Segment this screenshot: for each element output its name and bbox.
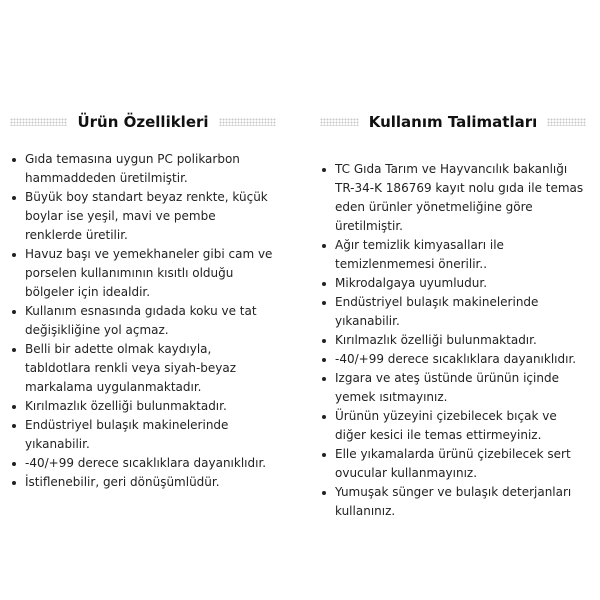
list-item: Mikrodalgaya uyumludur. bbox=[320, 274, 586, 293]
dotted-divider-right bbox=[547, 118, 586, 126]
list-item: Kırılmazlık özelliği bulunmaktadır. bbox=[320, 331, 586, 350]
list-item: Elle yıkamalarda ürünü çizebilecek sert ovucular kullanmayınız. bbox=[320, 445, 586, 483]
list-item: Izgara ve ateş üstünde ürünün içinde yemek ısıtmayınız. bbox=[320, 369, 586, 407]
list-item: Kırılmazlık özelliği bulunmaktadır. bbox=[10, 397, 276, 416]
list-item: Yumuşak sünger ve bulaşık deterjanları kullanınız. bbox=[320, 483, 586, 521]
dotted-divider-right bbox=[219, 118, 276, 126]
product-features-section bbox=[10, 110, 276, 492]
list-item: Endüstriyel bulaşık makinelerinde yıkanabilir. bbox=[320, 293, 586, 331]
list-item: -40/+99 derece sıcaklıklara dayanıklıdır. bbox=[320, 350, 586, 369]
usage-instructions-list bbox=[320, 160, 586, 521]
list-item: Havuz başı ve yemekhaneler gibi cam ve porselen kullanımının kısıtlı olduğu bölgeler için idealdir. bbox=[10, 245, 276, 302]
usage-instructions-section bbox=[320, 110, 586, 521]
list-item: Büyük boy standart beyaz renkte, küçük boylar ise yeşil, mavi ve pembe renklerde üretilir. bbox=[10, 188, 276, 245]
usage-instructions-heading: Kullanım Talimatları bbox=[368, 113, 538, 131]
list-item: Ağır temizlik kimyasalları ile temizlenmemesi önerilir.. bbox=[320, 236, 586, 274]
dotted-divider-left bbox=[10, 118, 67, 126]
product-features-heading: Ürün Özellikleri bbox=[77, 113, 209, 131]
list-item: Belli bir adette olmak kaydıyla, tabldotlara renkli veya siyah-beyaz markalama uygulanmaktadır. bbox=[10, 340, 276, 397]
usage-instructions-heading-row bbox=[320, 110, 586, 134]
product-features-heading-row bbox=[10, 110, 276, 134]
list-item: Endüstriyel bulaşık makinelerinde yıkanabilir. bbox=[10, 416, 276, 454]
list-item: Ürünün yüzeyini çizebilecek bıçak ve diğer kesici ile temas ettirmeyiniz. bbox=[320, 407, 586, 445]
list-item: Kullanım esnasında gıdada koku ve tat değişikliğine yol açmaz. bbox=[10, 302, 276, 340]
product-features-list bbox=[10, 150, 276, 492]
list-item: -40/+99 derece sıcaklıklara dayanıklıdır. bbox=[10, 454, 276, 473]
list-item: İstiflenebilir, geri dönüşümlüdür. bbox=[10, 473, 276, 492]
list-item: TC Gıda Tarım ve Hayvancılık bakanlığı TR-34-K 186769 kayıt nolu gıda ile temas eden ürünler yönetmeliğine göre üretilmiştir. bbox=[320, 160, 586, 236]
dotted-divider-left bbox=[320, 118, 359, 126]
list-item: Gıda temasına uygun PC polikarbon hammaddeden üretilmiştir. bbox=[10, 150, 276, 188]
